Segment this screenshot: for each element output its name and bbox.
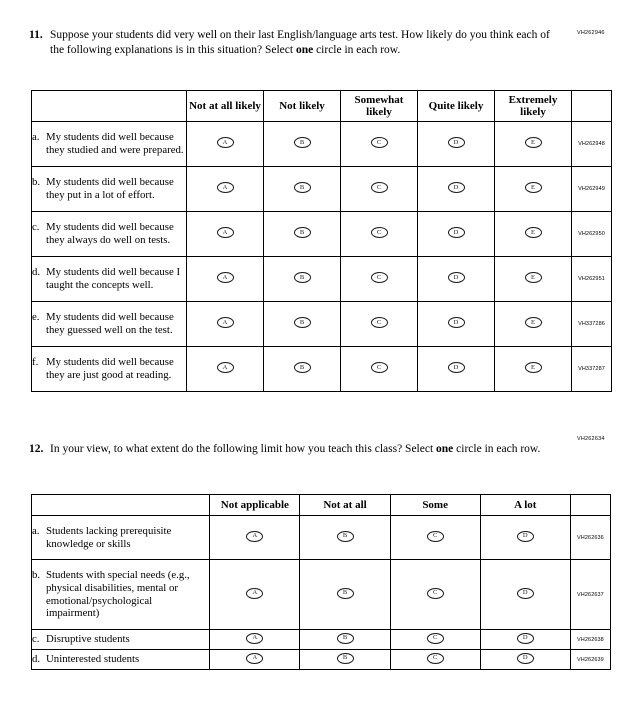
bubble-oval[interactable] — [525, 182, 542, 193]
radio-a-extremely-likely[interactable] — [495, 122, 572, 167]
row-text-b: Students with special needs (e.g., physical disabilities, mental or emotional/psychological impairment) — [46, 568, 190, 620]
bubble-letter: D — [453, 318, 459, 326]
column-header-a-lot: A lot — [480, 495, 570, 516]
bubble-letter: D — [453, 228, 459, 236]
radio-e-extremely-likely[interactable] — [495, 302, 572, 347]
bubble-letter: A — [222, 183, 228, 191]
bubble-letter: C — [432, 531, 438, 539]
bubble-oval[interactable] — [517, 588, 534, 599]
question-11-number: 11. — [29, 29, 43, 41]
question-12-text-part1: In your view, to what extent do the following limit how you teach this class? Select — [50, 443, 437, 455]
bubble-letter: A — [222, 318, 228, 326]
table-row — [32, 122, 612, 167]
bubble-oval[interactable] — [337, 531, 354, 542]
radio-e-quite-likely[interactable] — [418, 302, 495, 347]
bubble-oval[interactable] — [217, 317, 234, 328]
radio-f-extremely-likely[interactable] — [495, 347, 572, 392]
bubble-oval[interactable] — [337, 588, 354, 599]
bubble-oval[interactable] — [246, 531, 263, 542]
bubble-oval[interactable] — [427, 588, 444, 599]
bubble-oval[interactable] — [517, 653, 534, 664]
bubble-letter: E — [531, 228, 535, 236]
bubble-letter: B — [342, 633, 348, 641]
row-label-d: d. — [32, 266, 41, 279]
bubble-oval[interactable] — [246, 633, 263, 644]
column-header-id — [572, 91, 612, 122]
radio-a-not-at-all-likely[interactable] — [187, 122, 264, 167]
bubble-letter: D — [453, 138, 459, 146]
table-row — [32, 560, 611, 630]
bubble-oval[interactable] — [371, 272, 388, 283]
bubble-letter: B — [299, 363, 305, 371]
bubble-oval[interactable] — [246, 653, 263, 664]
row-stem-b — [32, 167, 187, 212]
radio-a-not-applicable[interactable] — [210, 516, 300, 560]
bubble-oval[interactable] — [448, 362, 465, 373]
row-label-d: d. — [32, 653, 41, 666]
column-header-quite-likely: Quite likely — [418, 91, 495, 122]
bubble-letter: C — [432, 633, 438, 641]
question-12-number: 12. — [29, 443, 44, 455]
radio-d-not-applicable[interactable] — [210, 650, 300, 670]
bubble-letter: C — [432, 588, 438, 596]
radio-e-somewhat-likely[interactable] — [341, 302, 418, 347]
bubble-letter: A — [252, 633, 258, 641]
question-12-text — [50, 442, 611, 457]
column-header-not-at-all: Not at all — [300, 495, 390, 516]
column-header-blank — [32, 91, 187, 122]
bubble-letter: E — [531, 318, 535, 326]
bubble-oval[interactable] — [246, 588, 263, 599]
row-item-id: VH262639 — [570, 650, 610, 670]
bubble-letter: C — [376, 318, 382, 326]
row-label-e: e. — [32, 311, 40, 324]
bubble-letter: B — [299, 138, 305, 146]
row-label-a: a. — [32, 131, 40, 144]
radio-c-not-applicable[interactable] — [210, 630, 300, 650]
radio-d-not-at-all[interactable] — [300, 650, 390, 670]
radio-c-some[interactable] — [390, 630, 480, 650]
row-stem-d — [32, 650, 210, 670]
bubble-letter: C — [376, 183, 382, 191]
row-item-id: VH262637 — [570, 560, 610, 630]
row-item-id: VH337287 — [572, 347, 612, 392]
radio-f-not-likely[interactable] — [264, 347, 341, 392]
row-label-b: b. — [32, 176, 41, 189]
bubble-oval[interactable] — [517, 633, 534, 644]
bubble-oval[interactable] — [448, 317, 465, 328]
radio-c-not-likely[interactable] — [264, 212, 341, 257]
question-12-item-id: VH262634 — [577, 436, 605, 442]
question-11-text-part1: Suppose your students did very well on their last English/language arts test. How likely do you think each of the following explanations is in this situation? Select — [50, 29, 550, 56]
bubble-oval[interactable] — [448, 137, 465, 148]
bubble-letter: A — [252, 653, 258, 661]
radio-b-not-likely[interactable] — [264, 167, 341, 212]
radio-d-some[interactable] — [390, 650, 480, 670]
row-item-id: VH262949 — [572, 167, 612, 212]
column-header-not-at-all-likely: Not at all likely — [187, 91, 264, 122]
row-text-b: My students did well because they put in a lot of effort. — [46, 176, 174, 201]
row-text-f: My students did well because they are just good at reading. — [46, 356, 174, 381]
row-stem-d — [32, 257, 187, 302]
bubble-letter: A — [222, 228, 228, 236]
bubble-oval[interactable] — [427, 653, 444, 664]
radio-f-quite-likely[interactable] — [418, 347, 495, 392]
row-stem-a — [32, 122, 187, 167]
bubble-letter: E — [531, 183, 535, 191]
row-text-d: Uninterested students — [46, 653, 140, 666]
row-text-a: Students lacking prerequisite knowledge or skills — [46, 524, 172, 550]
column-header-blank — [32, 495, 210, 516]
table-row — [32, 347, 612, 392]
question-11-item-id: VH262946 — [577, 30, 605, 36]
bubble-letter: D — [522, 531, 528, 539]
bubble-letter: B — [299, 273, 305, 281]
bubble-oval[interactable] — [448, 272, 465, 283]
column-header-not-likely: Not likely — [264, 91, 341, 122]
column-header-id — [570, 495, 610, 516]
bubble-letter: C — [376, 138, 382, 146]
bubble-letter: A — [222, 363, 228, 371]
radio-a-some[interactable] — [390, 516, 480, 560]
bubble-letter: E — [531, 363, 535, 371]
bubble-letter: E — [531, 273, 535, 281]
bubble-letter: C — [376, 363, 382, 371]
row-item-id: VH337286 — [572, 302, 612, 347]
bubble-oval[interactable] — [217, 227, 234, 238]
bubble-letter: D — [453, 273, 459, 281]
row-item-id: VH262636 — [570, 516, 610, 560]
radio-b-extremely-likely[interactable] — [495, 167, 572, 212]
bubble-letter: D — [453, 363, 459, 371]
question-12-text-part2: circle in each row. — [453, 443, 541, 455]
radio-b-not-applicable[interactable] — [210, 560, 300, 630]
radio-d-a-lot[interactable] — [480, 650, 570, 670]
table-row — [32, 516, 611, 560]
row-label-a: a. — [32, 524, 40, 537]
question-11-table — [31, 90, 612, 392]
table-row — [32, 167, 612, 212]
row-item-id: VH262948 — [572, 122, 612, 167]
bubble-oval[interactable] — [294, 182, 311, 193]
bubble-oval[interactable] — [371, 137, 388, 148]
bubble-letter: A — [252, 531, 258, 539]
row-text-c: Disruptive students — [46, 633, 130, 646]
table-row — [32, 212, 612, 257]
question-12-header — [26, 442, 611, 457]
bubble-oval[interactable] — [371, 317, 388, 328]
table-row — [32, 257, 612, 302]
bubble-letter: C — [432, 653, 438, 661]
row-stem-c — [32, 630, 210, 650]
row-item-id: VH262950 — [572, 212, 612, 257]
row-item-id: VH262951 — [572, 257, 612, 302]
bubble-oval[interactable] — [337, 653, 354, 664]
radio-c-quite-likely[interactable] — [418, 212, 495, 257]
bubble-letter: D — [522, 633, 528, 641]
bubble-oval[interactable] — [294, 272, 311, 283]
bubble-oval[interactable] — [427, 531, 444, 542]
question-12-text-emphasis: one — [436, 443, 454, 455]
bubble-letter: B — [342, 653, 348, 661]
bubble-oval[interactable] — [294, 227, 311, 238]
column-header-somewhat-likely: Somewhat likely — [341, 91, 418, 122]
question-11-header — [26, 28, 611, 57]
question-11-text — [50, 28, 611, 57]
radio-b-somewhat-likely[interactable] — [341, 167, 418, 212]
question-11-text-part2: circle in each row. — [313, 43, 401, 56]
row-text-a: My students did well because they studied and were prepared. — [46, 131, 184, 156]
bubble-oval[interactable] — [427, 633, 444, 644]
radio-d-not-likely[interactable] — [264, 257, 341, 302]
bubble-letter: A — [222, 138, 228, 146]
radio-d-not-at-all-likely[interactable] — [187, 257, 264, 302]
radio-a-a-lot[interactable] — [480, 516, 570, 560]
bubble-oval[interactable] — [517, 531, 534, 542]
bubble-oval[interactable] — [371, 227, 388, 238]
radio-c-extremely-likely[interactable] — [495, 212, 572, 257]
row-item-id: VH262638 — [570, 630, 610, 650]
radio-d-somewhat-likely[interactable] — [341, 257, 418, 302]
row-stem-c — [32, 212, 187, 257]
bubble-letter: D — [453, 183, 459, 191]
bubble-letter: B — [299, 228, 305, 236]
row-label-b: b. — [32, 568, 41, 581]
row-stem-f — [32, 347, 187, 392]
column-header-not-applicable: Not applicable — [210, 495, 300, 516]
question-12-block — [26, 442, 611, 666]
radio-a-quite-likely[interactable] — [418, 122, 495, 167]
bubble-oval[interactable] — [217, 362, 234, 373]
radio-d-quite-likely[interactable] — [418, 257, 495, 302]
radio-b-not-at-all[interactable] — [300, 560, 390, 630]
bubble-oval[interactable] — [337, 633, 354, 644]
row-label-f: f. — [32, 356, 39, 369]
bubble-oval[interactable] — [217, 272, 234, 283]
bubble-oval[interactable] — [525, 362, 542, 373]
row-text-d: My students did well because I taught the concepts well. — [46, 266, 181, 291]
question-11-text-emphasis: one — [295, 43, 314, 56]
bubble-letter: C — [376, 273, 382, 281]
question-12-table — [31, 494, 611, 670]
table-row — [32, 630, 611, 650]
row-text-e: My students did well because they guessed well on the test. — [46, 311, 174, 336]
radio-c-somewhat-likely[interactable] — [341, 212, 418, 257]
bubble-oval[interactable] — [217, 137, 234, 148]
table-row — [32, 302, 612, 347]
row-label-c: c. — [32, 633, 40, 646]
table-header-row — [32, 91, 612, 122]
radio-f-somewhat-likely[interactable] — [341, 347, 418, 392]
row-text-c: My students did well because they always do well on tests. — [46, 221, 174, 246]
bubble-oval[interactable] — [525, 227, 542, 238]
table-header-row — [32, 495, 611, 516]
row-stem-a — [32, 516, 210, 560]
radio-b-some[interactable] — [390, 560, 480, 630]
column-header-extremely-likely: Extremely likely — [495, 91, 572, 122]
bubble-letter: C — [376, 228, 382, 236]
bubble-oval[interactable] — [525, 317, 542, 328]
bubble-oval[interactable] — [525, 272, 542, 283]
row-label-c: c. — [32, 221, 40, 234]
radio-e-not-at-all-likely[interactable] — [187, 302, 264, 347]
radio-a-somewhat-likely[interactable] — [341, 122, 418, 167]
radio-a-not-likely[interactable] — [264, 122, 341, 167]
table-row — [32, 650, 611, 670]
bubble-letter: B — [299, 183, 305, 191]
radio-f-not-at-all-likely[interactable] — [187, 347, 264, 392]
bubble-letter: A — [252, 588, 258, 596]
bubble-oval[interactable] — [217, 182, 234, 193]
radio-c-a-lot[interactable] — [480, 630, 570, 650]
bubble-oval[interactable] — [294, 137, 311, 148]
bubble-letter: A — [222, 273, 228, 281]
radio-b-not-at-all-likely[interactable] — [187, 167, 264, 212]
bubble-letter: B — [299, 318, 305, 326]
row-stem-e — [32, 302, 187, 347]
bubble-oval[interactable] — [294, 317, 311, 328]
bubble-letter: D — [522, 653, 528, 661]
bubble-letter: D — [522, 588, 528, 596]
radio-a-not-at-all[interactable] — [300, 516, 390, 560]
radio-b-quite-likely[interactable] — [418, 167, 495, 212]
bubble-oval[interactable] — [371, 182, 388, 193]
bubble-oval[interactable] — [294, 362, 311, 373]
radio-e-not-likely[interactable] — [264, 302, 341, 347]
radio-b-a-lot[interactable] — [480, 560, 570, 630]
row-stem-b — [32, 560, 210, 630]
radio-c-not-at-all[interactable] — [300, 630, 390, 650]
radio-d-extremely-likely[interactable] — [495, 257, 572, 302]
bubble-oval[interactable] — [525, 137, 542, 148]
bubble-oval[interactable] — [448, 182, 465, 193]
bubble-oval[interactable] — [371, 362, 388, 373]
column-header-some: Some — [390, 495, 480, 516]
bubble-letter: E — [531, 138, 535, 146]
radio-c-not-at-all-likely[interactable] — [187, 212, 264, 257]
question-11-block — [26, 28, 611, 381]
bubble-letter: B — [342, 588, 348, 596]
bubble-letter: B — [342, 531, 348, 539]
bubble-oval[interactable] — [448, 227, 465, 238]
